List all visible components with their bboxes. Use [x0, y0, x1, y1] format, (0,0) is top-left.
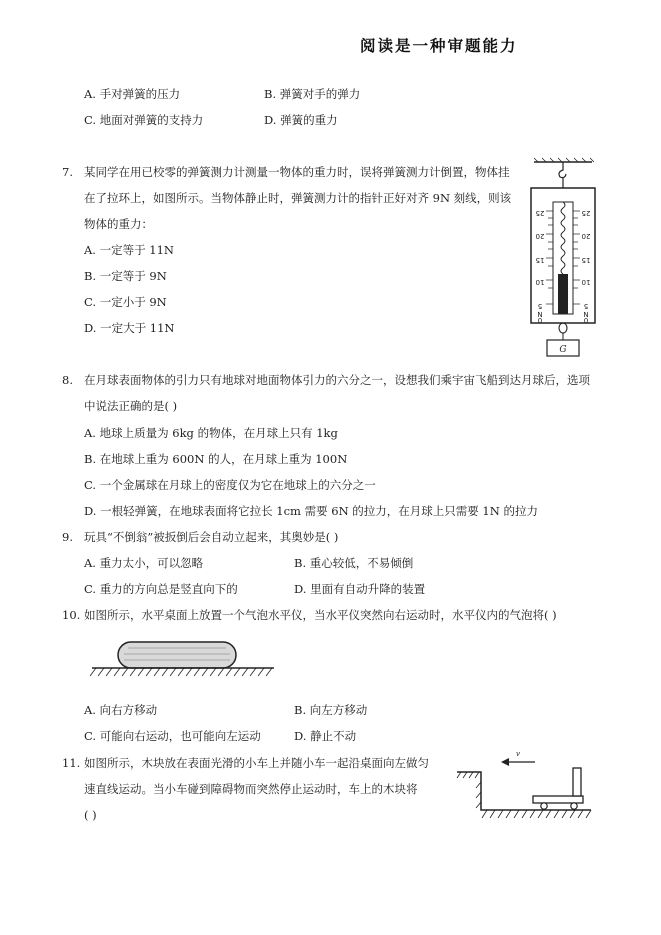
unit-label-left: N: [537, 310, 543, 318]
question-stem-line: 物体的重力：: [84, 217, 153, 231]
question-number: 8.: [62, 373, 73, 387]
q8-option-c: C. 一个金属球在月球上的密度仅为它在地球上的六分之一: [84, 478, 376, 492]
question-stem: 如图所示，水平桌面上放置一个气泡水平仪，当水平仪突然向右运动时，水平仪内的气泡将( ): [84, 608, 557, 622]
scale-label-left: 20: [535, 232, 545, 240]
arrow-left-icon: [501, 758, 509, 766]
scale-label-left: 25: [535, 209, 545, 217]
q9-option-d: D. 里面有自动升降的装置: [294, 582, 426, 596]
scale-label-right: 25: [581, 209, 591, 217]
question-stem-line: 在月球表面物体的引力只有地球对地面物体引力的六分之一，设想我们乘宇宙飞船到达月球后，选项: [84, 373, 590, 387]
question-stem: 玩具“不倒翁”被扳倒后会自动立起来，其奥妙是( ): [84, 530, 339, 544]
velocity-label: v: [516, 750, 520, 758]
question-number: 9.: [62, 530, 73, 544]
q7-option-c: C. 一定小于 9N: [84, 295, 167, 309]
q8-option-b: B. 在地球上重为 600N 的人，在月球上重为 100N: [84, 452, 348, 466]
scale-label-left: 0: [537, 316, 543, 324]
q7-option-d: D. 一定大于 11N: [84, 321, 175, 335]
q10-option-c: C. 可能向右运动，也可能向左运动: [84, 729, 261, 743]
scale-label-right: 5: [583, 302, 589, 310]
question-stem-line: ( ): [84, 808, 97, 822]
q8-option-d: D. 一根轻弹簧，在地球表面将它拉长 1cm 需要 6N 的拉力，在月球上只需要 1N 的拉力: [84, 504, 538, 518]
q10-option-d: D. 静止不动: [294, 729, 357, 743]
question-stem-line: 速直线运动。当小车碰到障碍物而突然停止运动时，车上的木块将: [84, 782, 418, 796]
q9-option-c: C. 重力的方向总是竖直向下的: [84, 582, 238, 596]
scale-label-right: 20: [581, 232, 591, 240]
question-number: 10.: [62, 608, 81, 622]
weight-label: G: [559, 345, 567, 355]
q9-option-b: B. 重心较低，不易倾倒: [294, 556, 414, 570]
scale-label-right: 15: [581, 256, 591, 264]
question-stem-line: 如图所示，木块放在表面光滑的小车上并随小车一起沿桌面向左做匀: [84, 756, 429, 770]
header-slogan: 阅读是一种审题能力: [360, 36, 518, 55]
q7-option-a: A. 一定等于 11N: [84, 243, 174, 257]
q6-option-a: A. 手对弹簧的压力: [84, 87, 181, 101]
q10-option-a: A. 向右方移动: [84, 703, 158, 717]
q6-option-d: D. 弹簧的重力: [264, 113, 338, 127]
scale-label-right: 10: [581, 278, 591, 286]
q8-option-a: A. 地球上质量为 6kg 的物体，在月球上只有 1kg: [84, 426, 338, 440]
spring-scale-figure: [520, 158, 606, 358]
q6-option-b: B. 弹簧对手的弹力: [264, 87, 361, 101]
q6-option-c: C. 地面对弹簧的支持力: [84, 113, 204, 127]
q7-option-b: B. 一定等于 9N: [84, 269, 167, 283]
scale-label-right: 0: [583, 316, 589, 324]
scale-label-left: 5: [537, 302, 543, 310]
question-number: 7.: [62, 165, 73, 179]
question-stem-line: 某同学在用已校零的弹簧测力计测量一物体的重力时，误将弹簧测力计倒置，物体挂: [84, 165, 510, 179]
scale-label-left: 10: [535, 278, 545, 286]
question-stem-line: 在了拉环上，如图所示。当物体静止时，弹簧测力计的指针正好对齐 9N 刻线，则该: [84, 191, 512, 205]
scale-label-left: 15: [535, 256, 545, 264]
cart-block-figure: [455, 748, 595, 826]
unit-label-right: N: [583, 310, 589, 318]
question-stem-line: 中说法正确的是( ): [84, 399, 178, 413]
q10-option-b: B. 向左方移动: [294, 703, 368, 717]
bubble-level-figure: [88, 638, 278, 678]
question-number: 11.: [62, 756, 81, 770]
q9-option-a: A. 重力太小，可以忽略: [84, 556, 204, 570]
